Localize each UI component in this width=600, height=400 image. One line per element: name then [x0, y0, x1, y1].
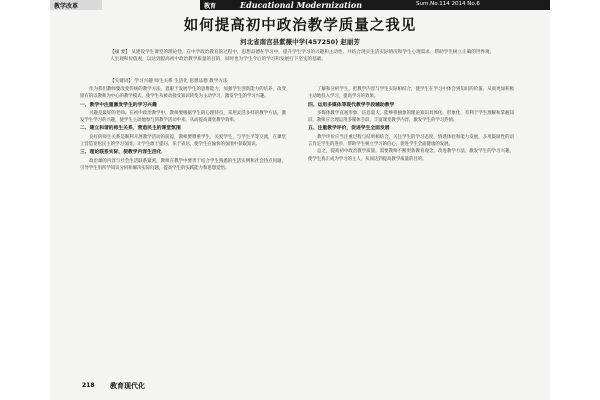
- paragraph: 作为我们教师要改变传统的教学方法，着眼于发展学生的思维能力，加强学生创新能力的培养，改变原有的以教师为中心的教学模式，使学生从被动接受知识转变为主动学习，激发学生的学习兴趣。: [80, 87, 286, 100]
- keywords: 【关键词】 学习兴趣 师生关系 生活化 思想品德 教学方法: [110, 79, 228, 84]
- paragraph: 政治课的内容与社会生活联系紧密，教师在教学中要善于结合学生熟悉的生活实例和社会热点问题，引导学生用所学知识分析和解决实际问题，提高学生的实践能力和思想觉悟。: [80, 158, 286, 171]
- paragraph: 总之，提高初中政治教学质量，需要教师不断更新教育观念，改进教学方法，激发学生的学习兴趣，使学生真正成为学习的主人，从而达到提高教学质量的目的。: [308, 149, 514, 162]
- section-label: 教学改革: [54, 3, 79, 10]
- section-heading: 三、理论联系实际，使教学内容生活化: [80, 150, 162, 156]
- paragraph: 多媒体教学直观形象、信息量大，能够将抽象的理论知识具体化、形象化，有利于学生理解和掌握知识，教师应合理运用多媒体手段，丰富课堂教学内容，激发学生的学习热情。: [308, 110, 514, 124]
- journal-name: Educational Modernization: [240, 0, 363, 10]
- page-header: [50, 0, 550, 10]
- left-column: [80, 86, 286, 172]
- issue-number: Sum.No.114 2014 No.6: [416, 1, 480, 7]
- margin: [0, 0, 50, 400]
- paragraph: 兴趣是最好的老师。在初中政治教学中，教师要根据学生的心理特点，采用灵活多样的教学方法，激发学生学习的兴趣，使学生主动地参与到教学活动中来，从而提高课堂教学效率。: [80, 110, 286, 124]
- journal-logo: 教育: [204, 3, 217, 10]
- journal-banner: [200, 0, 410, 10]
- paragraph: 了解和分析学生，把教学内容与学生实际相结合，使学生在学习中体会到知识的价值，从而更加积极主动地投入学习，提高学习的效果。: [308, 87, 514, 100]
- section-tag: [50, 0, 102, 10]
- paragraph: 教学评价应当注重过程与结果相结合，关注学生的学习态度、情感体验和能力发展，多用鼓励性的语言肯定学生的进步，帮助学生树立学习的信心，促进学生全面健康的发展。: [308, 134, 514, 148]
- paragraph: 良好的师生关系是顺利开展教学活动的前提，教师要尊重学生、关爱学生，与学生平等交流，在课堂上营造宽松民主的学习氛围，让学生敢于提问、乐于表达，使学生在愉快的氛围中获取知识。: [80, 134, 286, 148]
- abstract: 【摘 要】 从建设学生课堂的理论性，在中学政治教育的过程中，思想品德在学习中，提升学生学习的兴趣和主动性，并结合现实生活实际情况和学生心理需求，帮助学生树立正确的世界观、人生观和价值观，以达到提高初中政治教学质量的目的，同时也为学生今后的学习和发展打下坚实的基础。: [110, 50, 495, 62]
- section-heading: 五、注重教学评价，促进学生全面发展: [308, 126, 390, 132]
- article-author: 河北省南宫县紫薇中学(457250) 赵丽芳: [240, 38, 360, 46]
- paper-page: [50, 0, 550, 400]
- article-title: 如何提高初中政治教学质量之我见: [183, 17, 417, 34]
- footer-journal-name: 教育现代化: [110, 381, 145, 390]
- section-heading: 四、运用多媒体等现代教学手段辅助教学: [308, 102, 395, 108]
- issue-banner: [410, 0, 550, 10]
- section-heading: 二、建立和谐的师生关系，营造民主的课堂氛围: [80, 126, 181, 132]
- section-heading: 一、教学中注重激发学生的学习兴趣: [80, 102, 157, 108]
- right-column: [308, 86, 514, 163]
- page-number: 218: [82, 382, 95, 389]
